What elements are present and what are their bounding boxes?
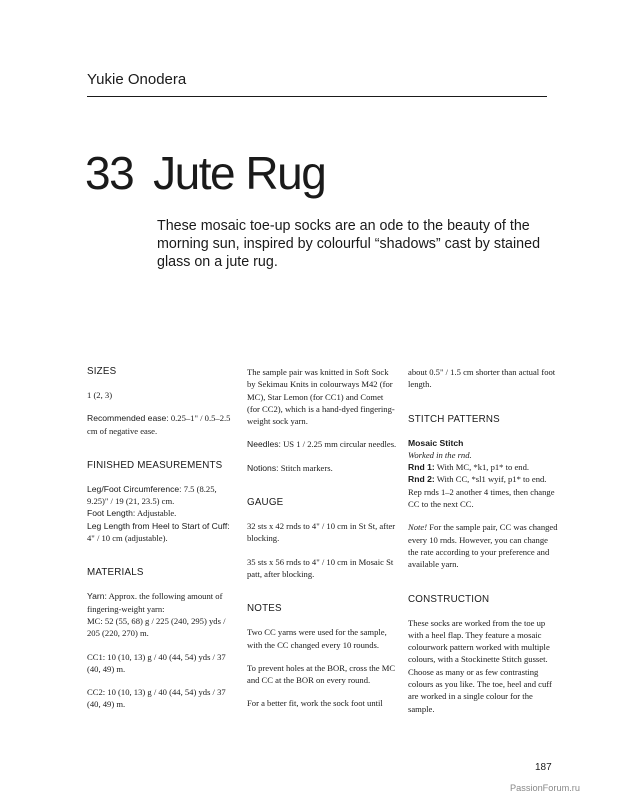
construction-heading: CONSTRUCTION: [408, 593, 490, 605]
notions-paragraph: [247, 462, 397, 474]
pattern-number: 33: [85, 147, 134, 199]
notes-heading: NOTES: [247, 603, 282, 615]
foot-value: Adjustable.: [136, 508, 177, 519]
note-value: For the sample pair, CC was changed every 10 rnds. However, you can change the rate according to your preference and available yarn.: [408, 522, 558, 570]
foot-label: Foot Length:: [87, 508, 136, 519]
ease-value: 0.25–1" / 0.5–2.5 cm of negative ease.: [87, 413, 231, 436]
header-divider: [87, 96, 547, 97]
repeat-instruction: Rep rnds 1–2 another 4 times, then change CC to the next CC.: [408, 486, 555, 510]
yarn-label: Yarn:: [87, 591, 107, 602]
rnd-2-value: With CC, *sl1 wyif, p1* to end.: [436, 474, 547, 485]
sizes-heading: SIZES: [87, 366, 117, 377]
watermark: PassionForum.ru: [510, 783, 580, 793]
yarn-paragraph: [87, 590, 237, 639]
construction-paragraph: These socks are worked from the toe up with a heel flap. They feature a mosaic colourwork pattern worked with multiple colours, with a Stockinette Stitch gusset. Choose as many or as few contrasting colours as you like. The toe, heel and cuff are worked in a single colour for the sample.: [408, 617, 552, 714]
leg-value: 7.5 (8.25, 9.25)" / 19 (21, 23.5) cm.: [87, 483, 217, 507]
sizes-value: 1 (2, 3): [87, 390, 113, 400]
page-number: 187: [535, 762, 552, 773]
gauge-st-st: 32 sts x 42 rnds to 4" / 10 cm in St St, after blocking.: [247, 521, 396, 544]
stitch-patterns-heading: STITCH PATTERNS: [408, 413, 500, 425]
mosaic-stitch-block: [408, 437, 558, 511]
rnd-2-label: Rnd 2:: [408, 474, 435, 485]
materials-heading: MATERIALS: [87, 567, 144, 579]
notions-label: Notions:: [247, 462, 279, 473]
sample-note: [408, 521, 558, 570]
note-label: Note!: [408, 522, 428, 533]
note-3-continued: about 0.5" / 1.5 cm shorter than actual foot length.: [408, 367, 556, 390]
cc2-amount: CC2: 10 (10, 13) g / 40 (44, 54) yds / 37 (40, 49) m.: [87, 687, 226, 710]
rnd-1-value: With MC, *k1, p1* to end.: [436, 462, 530, 473]
needles-value: US 1 / 2.25 mm circular needles.: [283, 439, 397, 450]
leg-line: [87, 484, 217, 506]
finished-heading: FINISHED MEASUREMENTS: [87, 459, 223, 471]
cc1-amount: CC1: 10 (10, 13) g / 40 (44, 54) yds / 37 (40, 49) m.: [87, 651, 226, 674]
leglen-line: [87, 520, 237, 545]
gauge-mosaic: 35 sts x 56 rnds to 4" / 10 cm in Mosaic St patt, after blocking.: [247, 556, 394, 579]
notions-value: Stitch markers.: [280, 462, 333, 473]
worked-in-round: Worked in the rnd.: [408, 449, 472, 460]
note-3: For a better fit, work the sock foot until: [247, 698, 383, 709]
author-name: Yukie Onodera: [87, 71, 187, 88]
rnd-2-line: [408, 473, 558, 485]
leg-label: Leg/Foot Circumference:: [87, 483, 182, 494]
rnd-1-line: [408, 461, 558, 473]
ease-paragraph: [87, 412, 237, 437]
mc-amount: MC: 52 (55, 68) g / 225 (240, 295) yds / 205 (220, 270) m.: [87, 615, 226, 639]
foot-line: [87, 507, 237, 519]
measurements-paragraph: [87, 483, 237, 544]
intro-paragraph: These mosaic toe-up socks are an ode to the beauty of the morning sun, inspired by colourful “shadows” cast by stained glass on a jute rug.: [157, 218, 541, 270]
pattern-name: Jute Rug: [153, 147, 326, 199]
note-1: Two CC yarns were used for the sample, with the CC changed every 10 rounds.: [247, 627, 387, 650]
leglen-label: Leg Length from Heel to Start of Cuff:: [87, 520, 230, 531]
leglen-value: 4" / 10 cm (adjustable).: [87, 533, 168, 544]
needles-label: Needles:: [247, 439, 281, 450]
column-3: [408, 366, 558, 726]
pattern-title: [85, 147, 326, 199]
needles-paragraph: [247, 438, 397, 450]
gauge-heading: GAUGE: [247, 497, 284, 509]
column-2: [247, 366, 397, 721]
mosaic-stitch-heading: Mosaic Stitch: [408, 437, 464, 448]
note-2: To prevent holes at the BOR, cross the MC and CC at the BOR on every round.: [247, 662, 396, 686]
sample-paragraph: The sample pair was knitted in Soft Sock by Sekimau Knits in colourways M42 (for MC), Star Lemon (for CC1) and Comet (for CC2), which is a hand-dyed fingering-weight sock yarn.: [247, 367, 395, 427]
rnd-1-label: Rnd 1:: [408, 462, 435, 473]
column-1: [87, 366, 237, 722]
ease-label: Recommended ease:: [87, 413, 169, 424]
yarn-value: Approx. the following amount of fingering-weight yarn:: [87, 591, 223, 614]
